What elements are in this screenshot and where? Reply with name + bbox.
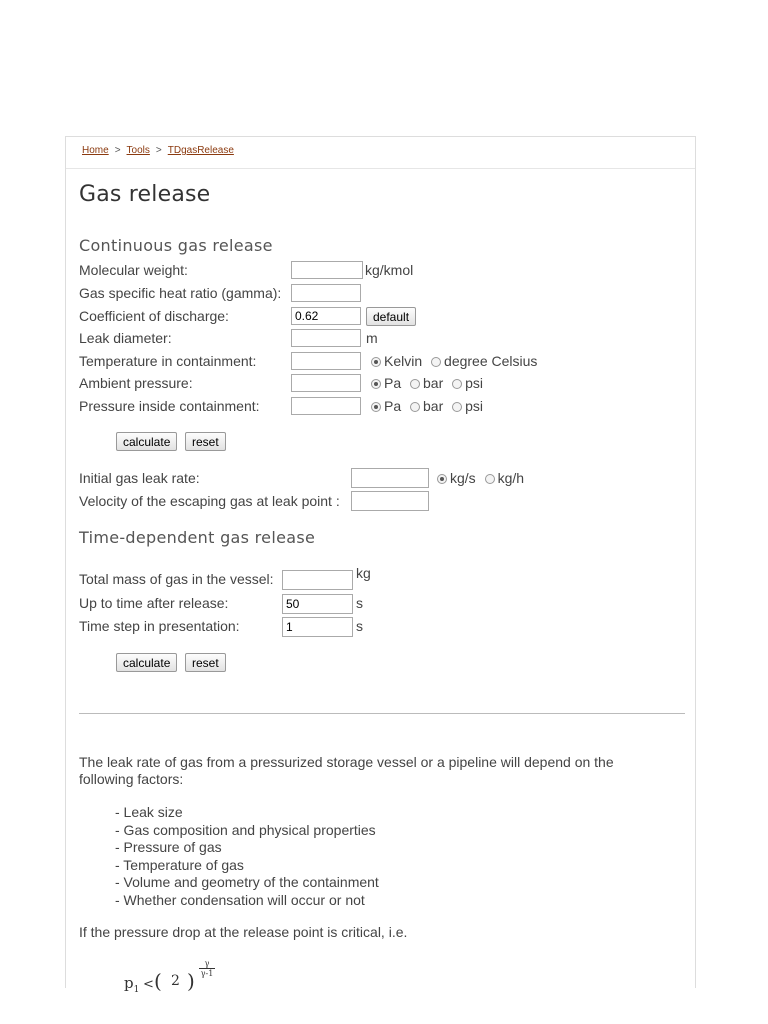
leak-rate-label: Initial gas leak rate: xyxy=(79,470,200,486)
list-item: - Leak size xyxy=(115,804,183,820)
ambient-psi-option[interactable] xyxy=(452,375,483,391)
leak-diameter-input[interactable] xyxy=(291,329,361,347)
kgs-label: kg/s xyxy=(450,470,476,486)
page-title: Gas release xyxy=(79,182,211,207)
leak-rate-output[interactable] xyxy=(351,468,429,488)
kelvin-radio[interactable] xyxy=(371,357,381,367)
inside-pressure-label: Pressure inside containment: xyxy=(79,398,260,414)
time-step-unit: s xyxy=(356,618,363,634)
breadcrumb-current-link[interactable]: TDgasRelease xyxy=(167,145,234,156)
inside-bar-radio[interactable] xyxy=(410,402,420,412)
molecular-weight-label: Molecular weight: xyxy=(79,262,188,278)
formula-numerator: 2 xyxy=(171,973,180,989)
inside-pa-option[interactable] xyxy=(371,398,401,414)
molecular-weight-unit: kg/kmol xyxy=(365,262,414,278)
kgh-radio[interactable] xyxy=(485,474,495,484)
time-step-input[interactable] xyxy=(282,617,353,637)
ambient-pressure-unit-options xyxy=(371,375,488,391)
kelvin-label: Kelvin xyxy=(384,353,423,369)
formula-subscript: 1 xyxy=(133,985,140,995)
formula-operator: < xyxy=(143,977,154,992)
kgs-radio[interactable] xyxy=(437,474,447,484)
time-dependent-heading: Time-dependent gas release xyxy=(79,528,316,547)
up-to-time-unit: s xyxy=(356,595,363,611)
ambient-pa-option[interactable] xyxy=(371,375,401,391)
ambient-psi-radio[interactable] xyxy=(452,379,462,389)
celsius-radio[interactable] xyxy=(431,357,441,367)
ambient-bar-radio[interactable] xyxy=(410,379,420,389)
celsius-option[interactable] xyxy=(431,353,537,369)
ambient-bar-label: bar xyxy=(423,375,444,391)
inside-pa-label: Pa xyxy=(384,398,402,414)
ambient-pa-label: Pa xyxy=(384,375,402,391)
list-item: - Whether condensation will occur or not xyxy=(115,891,365,908)
total-mass-label: Total mass of gas in the vessel: xyxy=(79,571,274,587)
breadcrumb-home-link[interactable]: Home xyxy=(82,145,109,156)
continuous-reset-button[interactable]: reset xyxy=(185,432,226,451)
formula-exponent-bottom: γ-1 xyxy=(200,969,214,978)
critical-condition-text: If the pressure drop at the release point is critical, i.e. xyxy=(79,924,408,940)
content-panel xyxy=(65,136,696,995)
ambient-pressure-label: Ambient pressure: xyxy=(79,375,193,391)
leak-diameter-label: Leak diameter: xyxy=(79,330,172,346)
temperature-input[interactable] xyxy=(291,352,361,370)
kgh-option[interactable] xyxy=(485,470,524,486)
inside-psi-label: psi xyxy=(465,398,484,414)
gamma-input[interactable] xyxy=(291,284,361,302)
time-step-label: Time step in presentation: xyxy=(79,618,240,634)
formula-paren-open: ( xyxy=(154,969,162,993)
inside-bar-label: bar xyxy=(423,398,444,414)
section-divider xyxy=(79,713,685,714)
inside-pressure-unit-options xyxy=(371,398,488,414)
list-item: - Volume and geometry of the containment xyxy=(115,874,379,890)
ambient-pa-radio[interactable] xyxy=(371,379,381,389)
factors-list xyxy=(115,804,379,909)
celsius-label: degree Celsius xyxy=(444,353,538,369)
list-item: - Temperature of gas xyxy=(115,856,244,873)
ambient-bar-option[interactable] xyxy=(410,375,443,391)
kelvin-option[interactable] xyxy=(371,353,422,369)
breadcrumb-separator: > xyxy=(155,145,162,156)
discharge-coefficient-label: Coefficient of discharge: xyxy=(79,308,229,324)
leak-rate-unit-options xyxy=(437,470,529,486)
formula-paren-close: ) xyxy=(187,969,195,993)
breadcrumb-separator: > xyxy=(114,145,121,156)
formula-exponent-top: γ xyxy=(199,959,215,969)
kgs-option[interactable] xyxy=(437,470,476,486)
inside-psi-radio[interactable] xyxy=(452,402,462,412)
intro-paragraph: The leak rate of gas from a pressurized storage vessel or a pipeline will depend on the following factors: xyxy=(79,754,614,787)
formula-p: p xyxy=(124,974,134,992)
total-mass-input[interactable] xyxy=(282,570,353,590)
inside-pa-radio[interactable] xyxy=(371,402,381,412)
discharge-coefficient-input[interactable] xyxy=(291,307,361,325)
velocity-label: Velocity of the escaping gas at leak point : xyxy=(79,493,340,509)
gamma-label: Gas specific heat ratio (gamma): xyxy=(79,285,282,301)
up-to-time-label: Up to time after release: xyxy=(79,595,229,611)
ambient-psi-label: psi xyxy=(465,375,484,391)
inside-psi-option[interactable] xyxy=(452,398,483,414)
total-mass-unit: kg xyxy=(356,565,371,581)
list-item: - Gas composition and physical properties xyxy=(115,821,376,838)
ambient-pressure-input[interactable] xyxy=(291,374,361,392)
continuous-calculate-button[interactable]: calculate xyxy=(116,432,177,451)
default-button[interactable]: default xyxy=(366,307,416,326)
velocity-output[interactable] xyxy=(351,491,429,511)
kgh-label: kg/h xyxy=(497,470,525,486)
timedep-reset-button[interactable]: reset xyxy=(185,653,226,672)
molecular-weight-input[interactable] xyxy=(291,261,363,279)
breadcrumb-divider xyxy=(66,168,695,169)
breadcrumb-tools-link[interactable]: Tools xyxy=(126,145,150,156)
up-to-time-input[interactable] xyxy=(282,594,353,614)
temperature-unit-options xyxy=(371,353,542,369)
continuous-release-heading: Continuous gas release xyxy=(79,236,273,255)
list-item: - Pressure of gas xyxy=(115,839,222,855)
inside-bar-option[interactable] xyxy=(410,398,443,414)
timedep-calculate-button[interactable]: calculate xyxy=(116,653,177,672)
leak-diameter-unit: m xyxy=(366,330,378,346)
temperature-label: Temperature in containment: xyxy=(79,353,257,369)
inside-pressure-input[interactable] xyxy=(291,397,361,415)
breadcrumb xyxy=(82,145,234,156)
formula-exponent xyxy=(199,959,215,978)
